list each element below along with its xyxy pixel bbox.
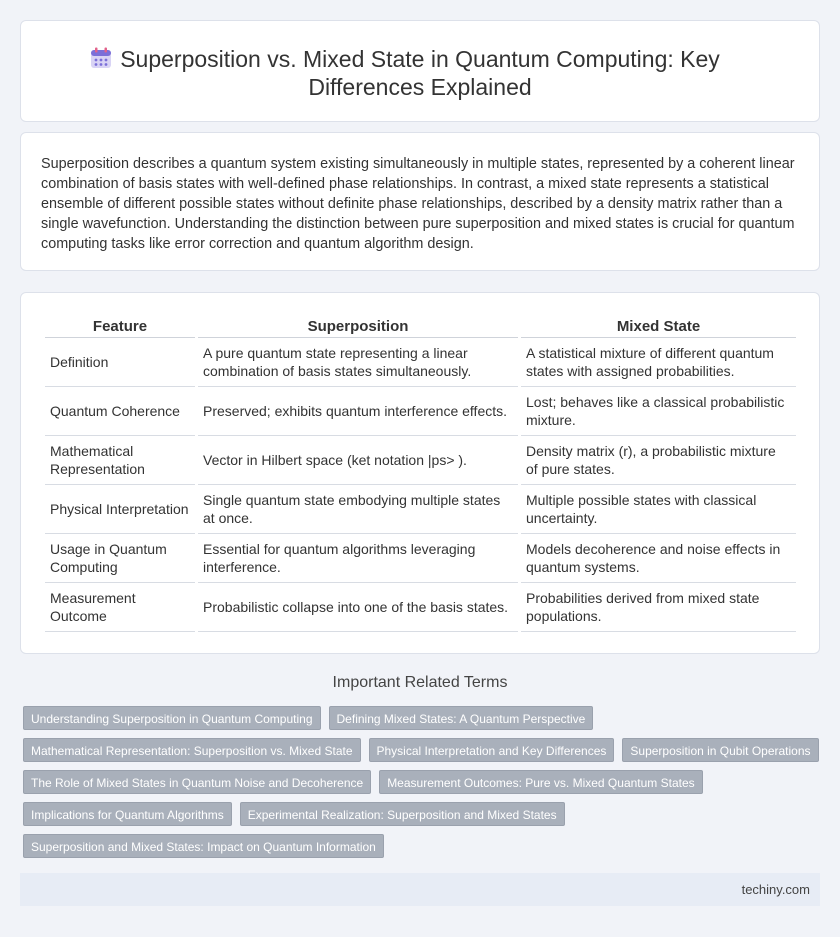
mixed-state-cell: A statistical mixture of different quantum states with assigned probabilities. (521, 338, 796, 387)
superposition-cell: Vector in Hilbert space (ket notation |ps> ). (198, 436, 518, 485)
related-term-link[interactable]: Mathematical Representation: Superposition vs. Mixed State (23, 738, 361, 762)
related-terms-title: Important Related Terms (332, 674, 508, 691)
related-term-link[interactable]: Understanding Superposition in Quantum Computing (23, 706, 321, 730)
related-term-link[interactable]: Experimental Realization: Superposition and Mixed States (240, 802, 565, 826)
feature-cell: Quantum Coherence (45, 387, 195, 436)
footer-site-link[interactable]: techiny.com (741, 882, 810, 897)
header-mixed-state: Mixed State (521, 315, 796, 338)
footer (20, 873, 820, 906)
table-header-row (45, 315, 796, 338)
tag-row (23, 706, 823, 730)
intro-card (20, 132, 820, 271)
superposition-cell: Single quantum state embodying multiple states at once. (198, 485, 518, 534)
mixed-state-cell: Density matrix (r), a probabilistic mixture of pure states. (521, 436, 796, 485)
superposition-cell: Essential for quantum algorithms leveraging interference. (198, 534, 518, 583)
superposition-cell: A pure quantum state representing a linear combination of basis states simultaneously. (198, 338, 518, 387)
table-row (45, 534, 796, 583)
superposition-cell: Preserved; exhibits quantum interference effects. (198, 387, 518, 436)
related-term-link[interactable]: Superposition and Mixed States: Impact on Quantum Information (23, 834, 384, 858)
header-feature: Feature (45, 315, 195, 338)
feature-cell: Usage in Quantum Computing (45, 534, 195, 583)
mixed-state-cell: Lost; behaves like a classical probabilistic mixture. (521, 387, 796, 436)
feature-cell: Physical Interpretation (45, 485, 195, 534)
page-title: Superposition vs. Mixed State in Quantum Computing: Key Differences Explained (120, 46, 720, 100)
related-term-link[interactable]: The Role of Mixed States in Quantum Noise and Decoherence (23, 770, 371, 794)
mixed-state-cell: Multiple possible states with classical uncertainty. (521, 485, 796, 534)
table-row (45, 436, 796, 485)
tag-row (23, 770, 823, 794)
feature-cell: Measurement Outcome (45, 583, 195, 632)
comparison-table-card (20, 292, 820, 654)
mixed-state-cell: Probabilities derived from mixed state populations. (521, 583, 796, 632)
related-terms-tags (23, 706, 823, 866)
tag-row (23, 802, 823, 826)
related-term-link[interactable]: Implications for Quantum Algorithms (23, 802, 232, 826)
comparison-table (42, 315, 799, 632)
intro-paragraph: Superposition describes a quantum system existing simultaneously in multiple states, represented by a coherent linear combination of basis states with well-defined phase relationships. In contrast, a mixed state represents a statistical ensemble of different possible states without definite phase relationships, described by a density matrix rather than a single wavefunction. Understanding the distinction between pure superposition and mixed states is crucial for quantum computing tasks like error correction and quantum algorithm design. (41, 156, 795, 252)
tag-row (23, 834, 823, 858)
mixed-state-cell: Models decoherence and noise effects in quantum systems. (521, 534, 796, 583)
superposition-cell: Probabilistic collapse into one of the basis states. (198, 583, 518, 632)
feature-cell: Mathematical Representation (45, 436, 195, 485)
feature-cell: Definition (45, 338, 195, 387)
table-row (45, 583, 796, 632)
header-card (20, 20, 820, 122)
related-term-link[interactable]: Measurement Outcomes: Pure vs. Mixed Quantum States (379, 770, 702, 794)
related-term-link[interactable]: Superposition in Qubit Operations (622, 738, 818, 762)
table-row (45, 387, 796, 436)
related-term-link[interactable]: Physical Interpretation and Key Differences (369, 738, 615, 762)
related-term-link[interactable]: Defining Mixed States: A Quantum Perspective (329, 706, 594, 730)
table-row (45, 485, 796, 534)
tag-row (23, 738, 823, 762)
header-superposition: Superposition (198, 315, 518, 338)
table-row (45, 338, 796, 387)
